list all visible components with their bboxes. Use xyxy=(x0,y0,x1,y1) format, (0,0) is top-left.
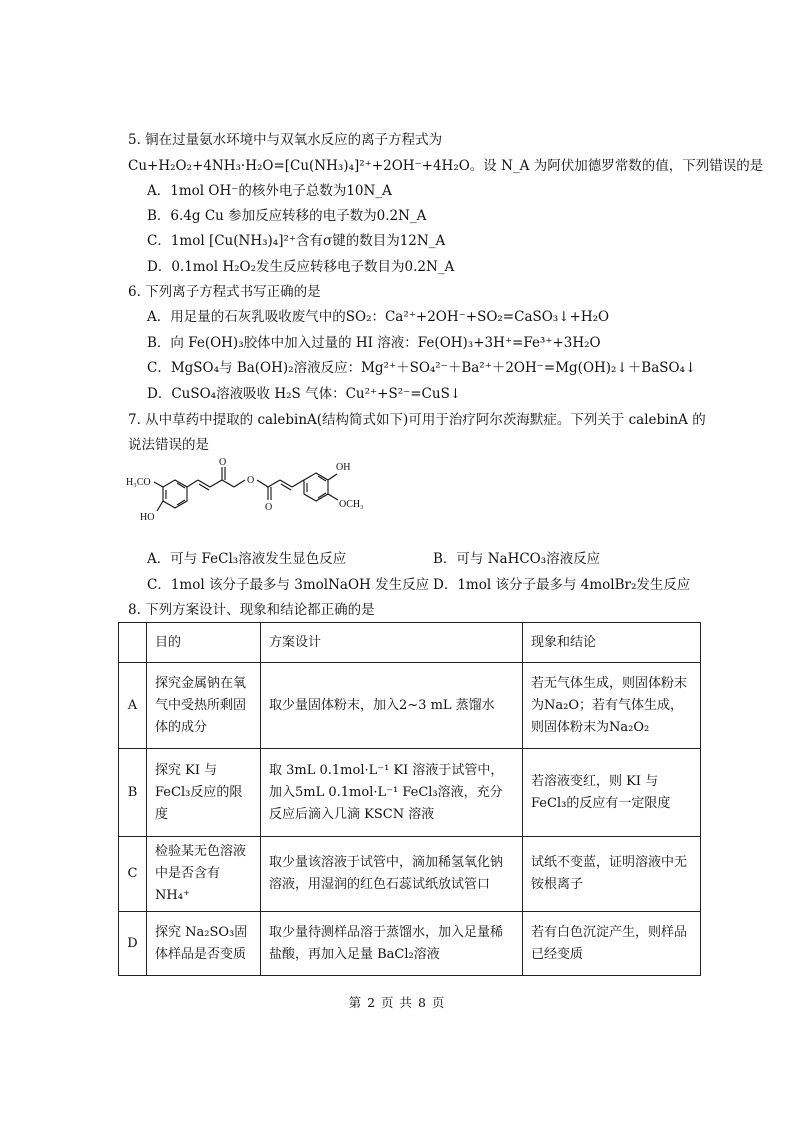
q5-option-b: B．6.4g Cu 参加反应转移的电子数为0.2N_A xyxy=(147,208,427,224)
table-row xyxy=(119,663,701,749)
q6-option-b: B．向 Fe(OH)₃胶体中加入过量的 HI 溶液：Fe(OH)₃+3H⁺=Fe³⁺+3H₂O xyxy=(147,335,601,351)
header-label xyxy=(119,623,147,663)
label-h3co: H₃CO xyxy=(126,477,151,488)
row-design: 取少量待测样品溶于蒸馏水，加入足量稀盐酸，再加入足量 BaCl₂溶液 xyxy=(261,912,523,976)
q7-stem-line1: 7. 从中草药中提取的 calebinA(结构简式如下)可用于治疗阿尔茨海默症。下列关于 calebinA 的 xyxy=(128,412,706,428)
row-purpose: 探究 Na₂SO₃固体样品是否变质 xyxy=(147,912,261,976)
q7-option-d: D．1mol 该分子最多与 4molBr₂发生反应 xyxy=(433,577,691,593)
label-ho: HO xyxy=(140,512,155,523)
row-result: 若溶液变红，则 KI 与 FeCl₃的反应有一定限度 xyxy=(523,749,701,837)
table-row xyxy=(119,749,701,837)
row-label: D xyxy=(119,912,147,976)
row-purpose: 检验某无色溶液中是否含有 NH₄⁺ xyxy=(147,837,261,912)
q7-option-c: C．1mol 该分子最多与 3molNaOH 发生反应 xyxy=(147,577,430,593)
calebin-a-structure xyxy=(118,455,388,537)
label-och3: OCH₃ xyxy=(339,499,364,510)
label-oh-top: OH xyxy=(336,462,351,473)
q8-table xyxy=(118,622,701,976)
q7-option-b: B．可与 NaHCO₃溶液反应 xyxy=(433,551,601,567)
row-label: B xyxy=(119,749,147,837)
row-label: C xyxy=(119,837,147,912)
label-o-ester: O xyxy=(247,475,255,486)
q6-option-c: C．MgSO₄与 Ba(OH)₂溶液反应：Mg²⁺＋SO₄²⁻＋Ba²⁺＋2OH⁻=Mg(OH)₂↓＋BaSO₄↓ xyxy=(147,360,697,376)
page-footer: 第 2 页 共 8 页 xyxy=(348,995,446,1010)
q5-stem-line1: 5. 铜在过量氨水环境中与双氧水反应的离子方程式为 xyxy=(128,132,443,148)
q7-option-a: A．可与 FeCl₃溶液发生显色反应 xyxy=(147,551,347,567)
row-design: 取少量固体粉末，加入2~3 mL 蒸馏水 xyxy=(261,663,523,749)
q5-option-a: A．1mol OH⁻的核外电子总数为10N_A xyxy=(147,183,392,199)
row-design: 取 3mL 0.1mol·L⁻¹ KI 溶液于试管中，加入5mL 0.1mol·L⁻¹ FeCl₃溶液，充分反应后滴入几滴 KSCN 溶液 xyxy=(261,749,523,837)
header-purpose: 目的 xyxy=(147,623,261,663)
header-result: 现象和结论 xyxy=(523,623,701,663)
row-design: 取少量该溶液于试管中，滴加稀氢氧化钠溶液，用湿润的红色石蕊试纸放试管口 xyxy=(261,837,523,912)
row-result: 若有白色沉淀产生，则样品已经变质 xyxy=(523,912,701,976)
label-o-ketone: O xyxy=(219,457,227,468)
q6-option-d: D．CuSO₄溶液吸收 H₂S 气体：Cu²⁺+S²⁻=CuS↓ xyxy=(147,386,462,402)
q5-option-c: C．1mol [Cu(NH₃)₄]²⁺含有σ键的数目为12N_A xyxy=(147,233,446,249)
header-design: 方案设计 xyxy=(261,623,523,663)
q6-stem: 6. 下列离子方程式书写正确的是 xyxy=(128,284,321,300)
row-result: 若无气体生成，则固体粉末为Na₂O；若有气体生成，则固体粉末为Na₂O₂ xyxy=(523,663,701,749)
row-label: A xyxy=(119,663,147,749)
q5-option-d: D．0.1mol H₂O₂发生反应转移电子数目为0.2N_A xyxy=(147,259,455,275)
label-o-carbonyl: O xyxy=(265,502,273,513)
q8-stem: 8. 下列方案设计、现象和结论都正确的是 xyxy=(128,602,375,618)
row-purpose: 探究 KI 与 FeCl₃反应的限度 xyxy=(147,749,261,837)
q6-option-a: A．用足量的石灰乳吸收废气中的SO₂：Ca²⁺+2OH⁻+SO₂=CaSO₃↓+H₂O xyxy=(147,309,610,325)
row-result: 试纸不变蓝，证明溶液中无铵根离子 xyxy=(523,837,701,912)
table-row xyxy=(119,837,701,912)
table-row xyxy=(119,912,701,976)
q5-stem-line2: Cu+H₂O₂+4NH₃·H₂O=[Cu(NH₃)₄]²⁺+2OH⁻+4H₂O。设 N_A 为阿伏加德罗常数的值，下列错误的是 xyxy=(128,158,764,174)
q7-stem-line2: 说法错误的是 xyxy=(128,437,209,453)
row-purpose: 探究金属钠在氧气中受热所剩固体的成分 xyxy=(147,663,261,749)
table-header-row xyxy=(119,623,701,663)
